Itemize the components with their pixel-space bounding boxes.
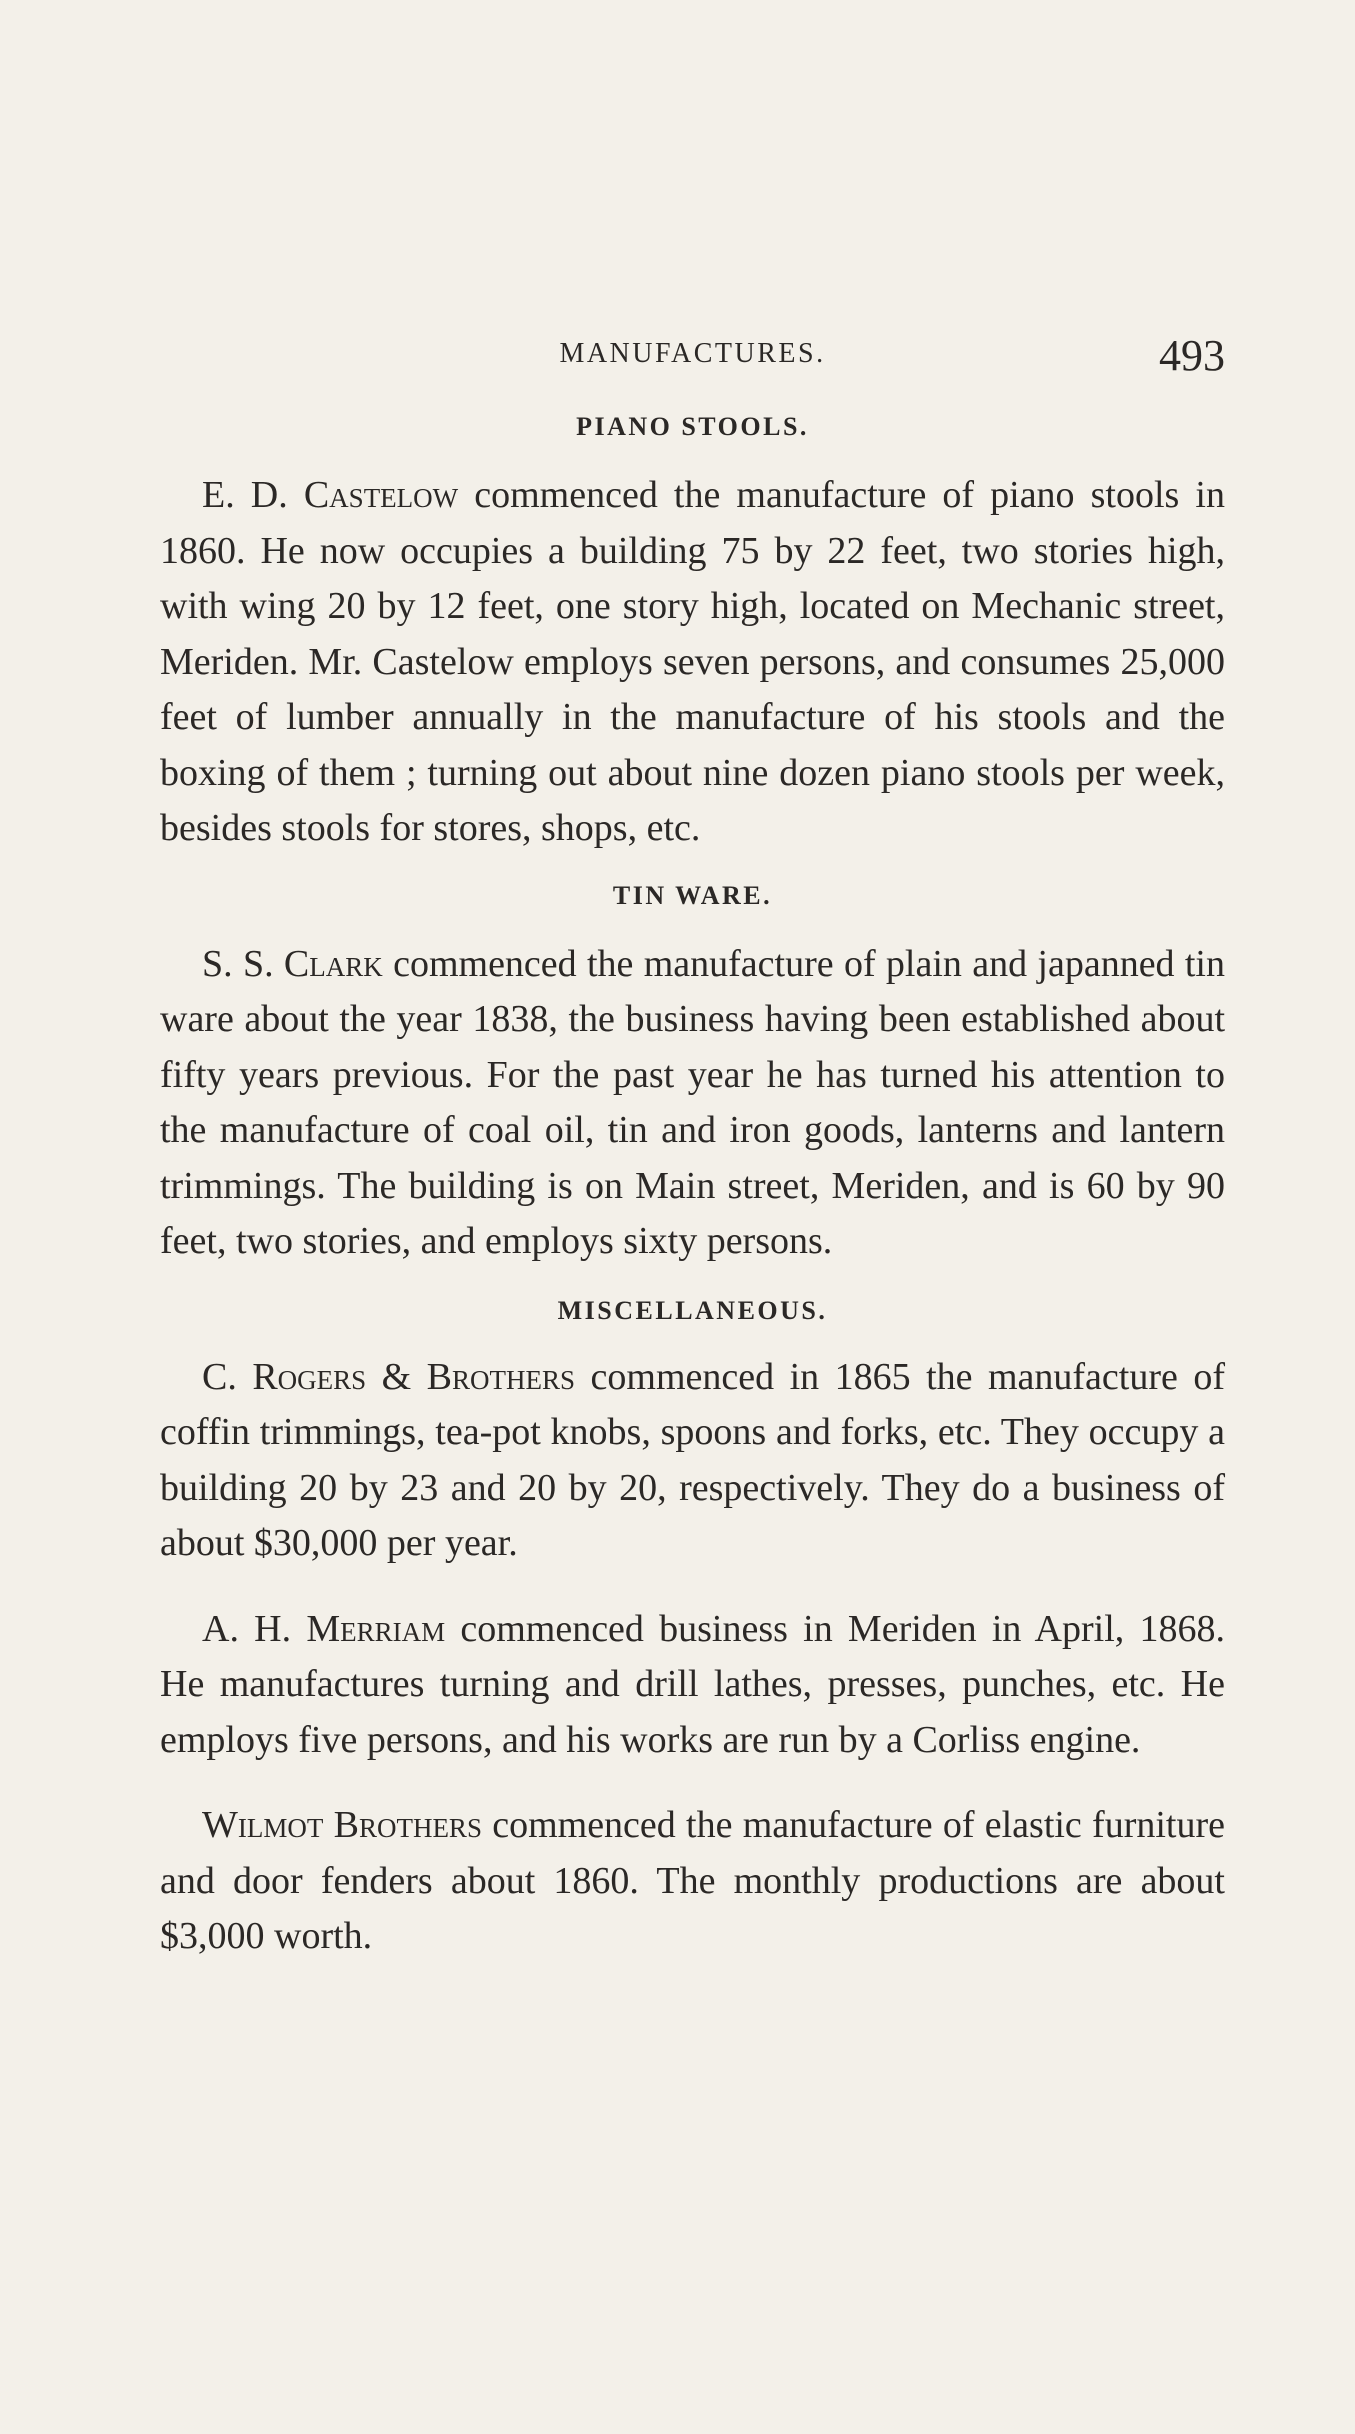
page-content [160,330,1225,1965]
paragraph-wilmot [160,1798,1225,1965]
paragraph-body: commenced business in Meriden in April, 1868. He manufactures turning and drill lathes, presses, punches, etc. He employs five persons, and his works are run by a Corliss engine. [160,1607,1225,1761]
running-title: MANUFACTURES. [559,338,826,369]
page-number: 493 [1159,331,1225,380]
paragraph-body: commenced in 1865 the manufacture of coffin trimmings, tea-pot knobs, spoons and forks, etc. They occupy a building 20 by 23 and 20 by 20, respectively. They do a business of about $30,000 per year. [160,1355,1225,1564]
paragraph-clark [160,937,1225,1270]
section-heading-piano-stools: PIANO STOOLS. [576,412,809,441]
section-heading-tin-ware: TIN WARE. [612,880,773,910]
paragraph-lead-name: C. Rogers & Brothers [202,1355,576,1398]
section-heading-miscellaneous: MISCELLANEOUS. [557,1295,828,1325]
paragraph-lead-name: Wilmot Brothers [202,1804,482,1846]
paragraph-castelow [160,468,1225,857]
paragraph-body: commenced the manufacture of plain and japanned tin ware about the year 1838, the business having been established about fifty years previous. For the past year he has turned his attention to the manufacture of coal oil, tin and iron goods, lanterns and lantern trimmings. The building is on Main street, Meriden, and is 60 by 90 feet, two stories, and employs sixty persons. [160,942,1225,1262]
paragraph-rogers [160,1350,1225,1572]
paragraph-lead-name: S. S. Clark [202,942,383,985]
running-head [160,330,1225,390]
paragraph-lead-name: E. D. Castelow [202,474,459,516]
paragraph-body: commenced the manufacture of elastic furniture and door fenders about 1860. The monthly productions are about $3,000 worth. [160,1804,1225,1957]
paragraph-merriam [160,1602,1225,1769]
paragraph-body: commenced the manufacture of piano stools in 1860. He now occupies a building 75 by 22 feet, two stories high, with wing 20 by 12 feet, one story high, located on Mechanic street, Meriden. Mr. Castelow employs seven persons, and consumes 25,000 feet of lumber annually in the manufacture of his stools and the boxing of them ; turning out about nine dozen piano stools per week, besides stools for stores, shops, etc. [160,474,1225,849]
paragraph-lead-name: A. H. Merriam [202,1607,446,1650]
